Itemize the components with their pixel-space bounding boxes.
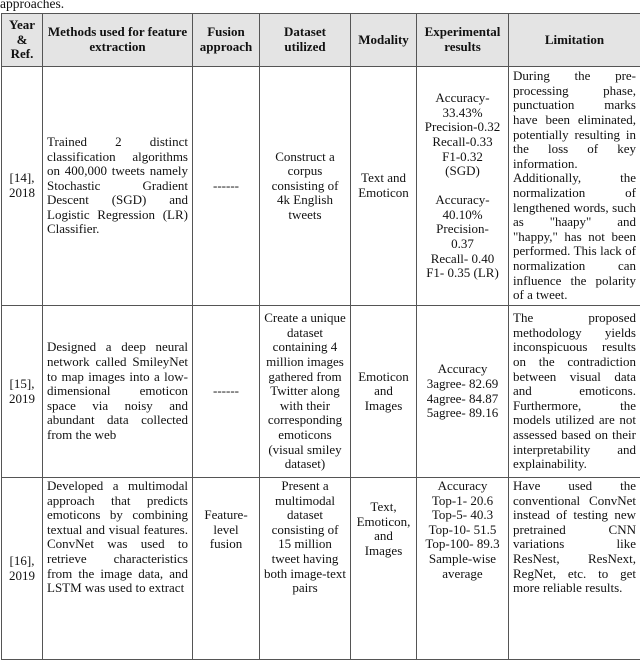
table-row: [2, 67, 640, 306]
cell-method: Trained 2 distinct classification algorithms on 400,000 tweets namely Stochastic Gradient Descent (SGD) and Logistic Regression (LR) Classifier.: [43, 67, 193, 306]
header-results: Experimental results: [417, 14, 509, 67]
header-modality: Modality: [351, 14, 417, 67]
cell-results: Accuracy Top-1- 20.6 Top-5- 40.3 Top-10- 51.5 Top-100- 89.3 Sample-wise average: [417, 478, 509, 660]
header-methods: Methods used for feature extraction: [43, 14, 193, 67]
cell-dataset: Present a multimodal dataset consisting of 15 million tweet having both image-text pairs: [260, 478, 351, 660]
cell-modality: Emoticon and Images: [351, 306, 417, 478]
cell-method: Developed a multimodal approach that predicts emoticons by combining textual and visual features. ConvNet was used to retrieve characteristics from the image data, and LSTM was used to extract: [43, 478, 193, 660]
header-year-ref: Year & Ref.: [2, 14, 43, 67]
header-limitation: Limitation: [509, 14, 640, 67]
header-row: [2, 14, 640, 67]
cell-ref: [14], 2018: [2, 67, 43, 306]
cell-results: Accuracy- 33.43% Precision-0.32 Recall-0.33 F1-0.32 (SGD) Accuracy- 40.10% Precision- 0.37 Recall- 0.40 F1- 0.35 (LR): [417, 67, 509, 306]
cell-fusion: ------: [193, 306, 260, 478]
cell-ref: [16], 2019: [2, 478, 43, 660]
cell-limitation: Have used the conventional ConvNet instead of testing new pretrained CNN variations like ResNest, ResNext, RegNet, etc. to get more reliable results.: [509, 478, 640, 660]
cell-limitation: During the pre-processing phase, punctuation marks have been eliminated, potentially resulting in the loss of key information. Additionally, the normalization of lengthened words, such as "haapy" and "happy," has not been performed. This lack of normalization can influence the polarity of a tweet.: [509, 67, 640, 306]
header-dataset: Dataset utilized: [260, 14, 351, 67]
cell-dataset: Create a unique dataset containing 4 million images gathered from Twitter along with their corresponding emoticons (visual smiley dataset): [260, 306, 351, 478]
cell-dataset: Construct a corpus consisting of 4k English tweets: [260, 67, 351, 306]
table-caption: approaches.: [0, 0, 64, 12]
cell-modality: Text and Emoticon: [351, 67, 417, 306]
table-row: [2, 306, 640, 478]
cell-method: Designed a deep neural network called SmileyNet to map images into a low-dimensional emoticon space via noisy and abundant data collected from the web: [43, 306, 193, 478]
cell-results: Accuracy 3agree- 82.69 4agree- 84.87 5agree- 89.16: [417, 306, 509, 478]
cell-fusion: ------: [193, 67, 260, 306]
header-fusion: Fusion approach: [193, 14, 260, 67]
cell-limitation: The proposed methodology yields inconspicuous results on the contradiction between visual data and emoticons. Furthermore, the models utilized are not assessed based on their interpretability and explainability.: [509, 306, 640, 478]
cell-fusion: Feature-level fusion: [193, 478, 260, 660]
literature-table: [1, 13, 640, 660]
cell-modality: Text, Emoticon, and Images: [351, 478, 417, 660]
cell-ref: [15], 2019: [2, 306, 43, 478]
table-row: [2, 478, 640, 660]
